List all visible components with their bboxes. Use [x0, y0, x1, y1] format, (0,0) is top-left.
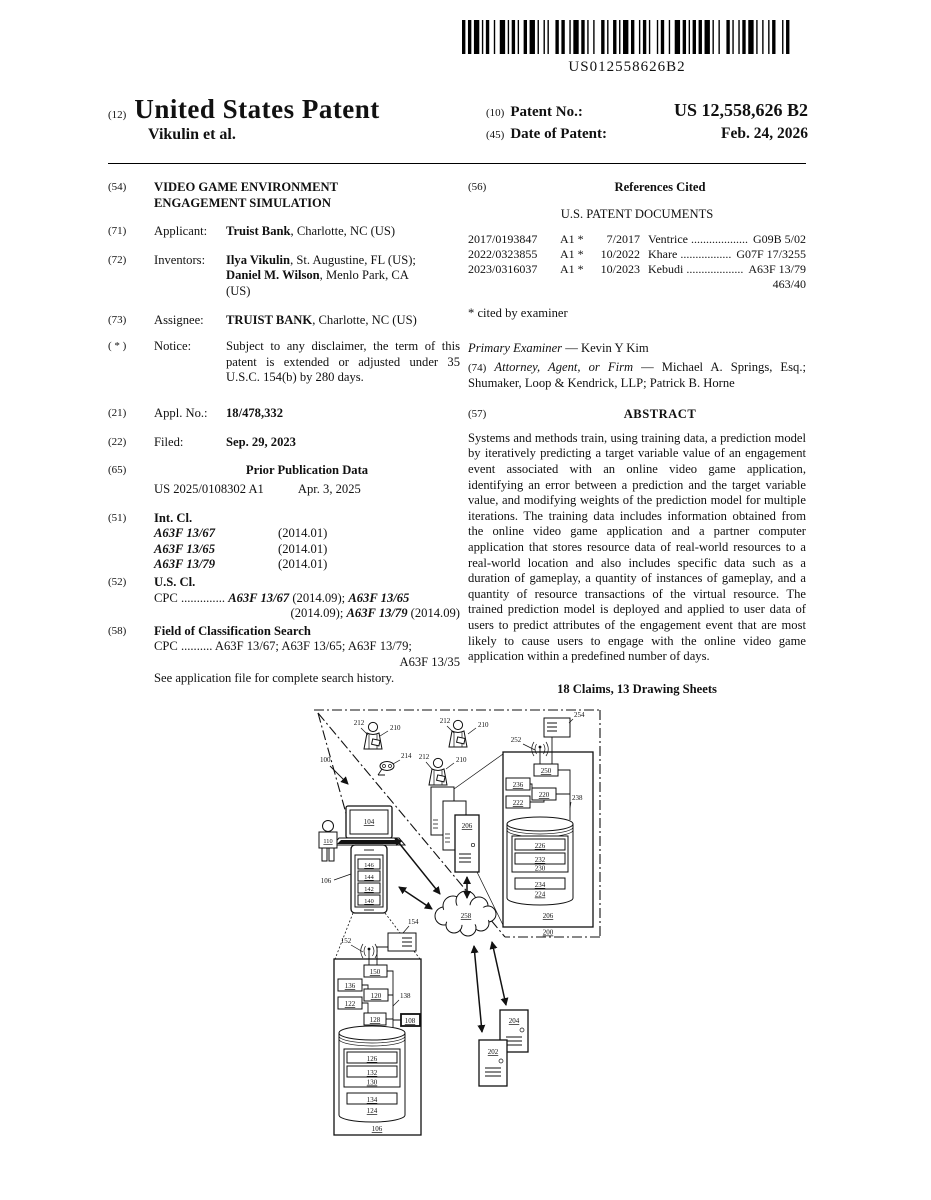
reference-row — [468, 232, 806, 247]
ref-label-200: 200 — [542, 928, 554, 937]
inventor-2-country: (US) — [226, 284, 251, 299]
ref-label-212: 212 — [439, 717, 451, 725]
ref-label-136: 136 — [344, 982, 356, 990]
ref-label-100: 100 — [320, 756, 331, 764]
applicant-label: Applicant: — [154, 224, 208, 239]
applicant-location: , Charlotte, NC (US) — [290, 224, 396, 239]
ref-number: 2023/0316037 — [468, 261, 538, 276]
ref-label-110: 110 — [323, 838, 333, 845]
ref-date: 10/2022 — [600, 247, 640, 262]
appl-no-value: 18/478,332 — [226, 406, 284, 421]
user-icon — [449, 720, 467, 747]
left-column — [108, 180, 460, 699]
filed-label: Filed: — [154, 434, 184, 449]
field-65-heading — [108, 463, 460, 479]
ref-label-230: 230 — [534, 864, 546, 873]
ref-date: 10/2023 — [600, 261, 640, 276]
field-code: ( * ) — [108, 340, 127, 353]
ref-label-104: 104 — [363, 818, 375, 826]
field-71-applicant — [108, 224, 460, 240]
ref-number: 2022/0323855 — [468, 247, 538, 262]
primary-examiner-label: Primary Examiner — [468, 341, 563, 356]
int-cl-version: (2014.01) — [278, 557, 328, 572]
user-icon — [364, 722, 382, 749]
ref-label-238: 238 — [572, 794, 583, 802]
ref-label-250: 250 — [540, 767, 552, 775]
abstract-heading: ABSTRACT — [623, 407, 697, 422]
field-search-line3: See application file for complete search history. — [154, 670, 395, 685]
invention-title-line2: ENGAGEMENT SIMULATION — [154, 195, 331, 210]
user-icons — [354, 717, 489, 785]
ref-label-204: 204 — [508, 1017, 520, 1025]
user-icon — [429, 758, 447, 785]
game-server-box — [334, 918, 421, 1135]
int-cl-class: A63F 13/79 — [154, 557, 216, 572]
ref-dots: ................... — [690, 232, 748, 247]
ref-label-152: 152 — [340, 937, 352, 945]
ref-label-214: 214 — [401, 752, 412, 760]
ref-label-206-server: 206 — [542, 912, 554, 920]
cpc-version-2: (2014.09); — [290, 606, 347, 621]
attorney-names: — Michael A. Springs, Esq.; Shumaker, Loop & Kendrick, LLP; Patrick B. Horne — [468, 359, 806, 390]
ref-label-212: 212 — [418, 753, 430, 761]
field-code-10: (10) — [486, 107, 505, 119]
field-code: (52) — [108, 575, 127, 588]
network-diagram — [298, 702, 618, 1142]
ref-kind: A1 * — [560, 247, 584, 262]
barcode-icon — [459, 20, 795, 54]
cpc-class-2: A63F 13/65 — [348, 590, 410, 605]
ref-label-206-tower: 206 — [461, 822, 473, 830]
int-cl-class: A63F 13/67 — [154, 526, 216, 541]
field-54-title — [108, 180, 460, 211]
field-code: (71) — [108, 225, 127, 238]
us-patent-documents-heading: U.S. PATENT DOCUMENTS — [560, 206, 714, 221]
int-cl-class: A63F 13/65 — [154, 541, 216, 556]
ref-label-138: 138 — [400, 992, 411, 1000]
header-divider — [108, 163, 806, 164]
ref-number: 2017/0193847 — [468, 232, 538, 247]
cpc-version-1: (2014.09); — [289, 590, 349, 605]
field-notice — [108, 339, 460, 386]
ref-class: G09B 5/02 — [752, 232, 806, 247]
field-code: (51) — [108, 511, 127, 524]
field-72-inventors — [108, 253, 460, 300]
ref-class: A63F 13/79 — [748, 261, 806, 276]
attorney-label: Attorney, Agent, or Firm — [494, 359, 634, 374]
ref-label-210: 210 — [456, 756, 467, 764]
field-21-appl-no — [108, 406, 460, 422]
filed-value: Sep. 29, 2023 — [226, 434, 296, 449]
field-code: (73) — [108, 313, 127, 326]
ref-label-210: 210 — [478, 721, 489, 729]
field-search-heading: Field of Classification Search — [154, 623, 311, 638]
ref-class: G07F 17/3255 — [736, 247, 806, 262]
ref-label-150: 150 — [369, 968, 381, 976]
field-code: (72) — [108, 253, 127, 266]
field-73-assignee — [108, 313, 460, 329]
field-58-search — [108, 624, 460, 686]
assignee-location: , Charlotte, NC (US) — [312, 312, 417, 327]
notice-text: Subject to any disclaimer, the term of this patent is extended or adjusted under 35 U.S.C. 154(b) by 280 days. — [226, 339, 460, 385]
inventor-short-line: Vikulin et al. — [148, 126, 236, 143]
prior-pub-date: Apr. 3, 2025 — [297, 481, 361, 496]
cpc-class-3: A63F 13/79 — [346, 606, 408, 621]
abstract-text: Systems and methods train, using training data, a prediction model by iteratively predicting a target variable value of an engagement event associated with an online video game application, identifying an error between a prediction and the target variable value, and modifying weights of the prediction model for multiple iterations. The training data includes information obtained from the online video game application and a partner computer application that stores resource data of real-world resources to a real-world location and also includes specific data such as a duration of gameplay, a quantity of instances of gameplay, and a quantity of resource transactions of the virtual resource. The trained prediction model is deployed and applied to user data of users to predict attributes of the engagement event that are most likely to cause users to engage with the online video game application within a predefined number of days. — [468, 430, 806, 664]
attorney-line — [468, 360, 806, 391]
field-code: (56) — [468, 181, 487, 193]
ref-class-continued: 463/40 — [772, 276, 806, 291]
field-code-12: (12) — [108, 109, 127, 121]
field-code-45: (45) — [486, 129, 505, 141]
field-22-filed — [108, 435, 460, 451]
right-column — [468, 180, 806, 698]
inventor-1-name: Ilya Vikulin — [226, 252, 291, 267]
ref-label-106-server: 106 — [371, 1125, 383, 1133]
ref-dots: ................. — [680, 247, 732, 262]
patent-no-label: Patent No.: — [510, 104, 583, 120]
header — [108, 94, 808, 144]
cpc-class-1: A63F 13/67 — [228, 590, 290, 605]
ref-label-202: 202 — [487, 1048, 499, 1056]
date-of-patent: Feb. 24, 2026 — [721, 125, 808, 142]
ref-name: Ventrice — [648, 232, 688, 247]
inventors-label: Inventors: — [154, 252, 206, 267]
figure-1-diagram — [298, 702, 618, 1147]
page-title: United States Patent — [134, 94, 380, 124]
ref-label-226: 226 — [534, 842, 546, 850]
int-cl-version: (2014.01) — [278, 541, 328, 556]
int-cl-version: (2014.01) — [278, 526, 328, 541]
ref-kind: A1 * — [560, 232, 584, 247]
inventor-2-location: , Menlo Park, CA — [319, 268, 409, 283]
partner-app-cards — [479, 1010, 528, 1086]
ref-label-224: 224 — [534, 890, 546, 899]
primary-examiner-line — [468, 341, 806, 357]
ref-label-134: 134 — [366, 1096, 378, 1104]
barcode-block — [452, 20, 802, 76]
field-code: (65) — [108, 464, 127, 477]
field-51-int-cl — [108, 511, 460, 573]
ref-label-212: 212 — [353, 719, 365, 727]
ref-label-222: 222 — [512, 799, 524, 807]
ref-label-108: 108 — [404, 1017, 416, 1025]
field-52-us-cl — [108, 575, 460, 622]
ref-label-210: 210 — [390, 724, 401, 732]
ref-label-142: 142 — [364, 886, 374, 893]
field-code-74: (74) — [468, 361, 487, 374]
prior-pub-number: US 2025/0108302 A1 — [154, 481, 264, 496]
ref-label-220: 220 — [538, 791, 550, 799]
barcode-number: US012558626B2 — [568, 59, 686, 75]
ref-label-140: 140 — [364, 898, 374, 905]
laptop-icon — [333, 806, 405, 845]
ref-label-252: 252 — [510, 736, 522, 744]
cpc-version-3: (2014.09) — [407, 606, 460, 621]
assignee-name: TRUIST BANK — [226, 312, 313, 327]
ref-label-232: 232 — [534, 856, 546, 864]
appl-no-label: Appl. No.: — [154, 406, 208, 421]
ref-label-130: 130 — [366, 1078, 378, 1087]
prior-pub-heading: Prior Publication Data — [245, 463, 369, 478]
assignee-label: Assignee: — [154, 312, 204, 327]
system-100-label — [320, 756, 348, 784]
field-code: (21) — [108, 407, 127, 420]
ref-label-146: 146 — [364, 862, 374, 869]
field-code: (22) — [108, 435, 127, 448]
ref-label-106-phone: 106 — [320, 877, 332, 885]
field-code: (58) — [108, 624, 127, 637]
int-cl-heading: Int. Cl. — [154, 510, 193, 525]
ref-name: Khare — [648, 247, 678, 262]
applicant-name: Truist Bank — [226, 224, 291, 239]
notice-label: Notice: — [154, 339, 192, 354]
primary-examiner-name: — Kevin Y Kim — [565, 341, 649, 356]
invention-title-line1: VIDEO GAME ENVIRONMENT — [154, 180, 339, 194]
ref-label-124: 124 — [366, 1107, 378, 1115]
ref-label-234: 234 — [534, 881, 546, 889]
ref-name: Kebudi — [648, 261, 684, 276]
ref-label-128: 128 — [369, 1016, 381, 1024]
references-heading: References Cited — [614, 180, 706, 194]
ref-label-254: 254 — [574, 711, 585, 719]
field-code: (54) — [108, 181, 127, 193]
ref-label-120: 120 — [370, 992, 382, 1000]
person-icon-110 — [319, 821, 337, 862]
ref-label-258: 258 — [460, 912, 472, 920]
prior-pub-line — [154, 482, 460, 498]
field-search-line2: A63F 13/35 — [399, 655, 460, 670]
ref-label-126: 126 — [366, 1055, 378, 1063]
ref-label-144: 144 — [364, 874, 374, 881]
token-icon — [378, 752, 412, 775]
field-search-line1: CPC .......... A63F 13/67; A63F 13/65; A63F 13/79; — [154, 639, 412, 654]
ref-dots: ................... — [686, 261, 744, 276]
ref-kind: A1 * — [560, 261, 584, 276]
ref-label-122: 122 — [344, 1000, 356, 1008]
reference-row — [468, 262, 806, 277]
ref-label-154: 154 — [408, 918, 419, 926]
partner-server-box — [503, 711, 593, 937]
header-right — [486, 100, 808, 147]
cloud-network-icon — [435, 891, 496, 936]
inventor-1-location: , St. Augustine, FL (US); — [290, 252, 416, 267]
ref-label-236: 236 — [512, 781, 524, 789]
cited-by-examiner-note: * cited by examiner — [468, 305, 568, 320]
cpc-prefix: CPC .............. — [154, 590, 226, 605]
date-of-patent-label: Date of Patent: — [510, 126, 607, 142]
ref-label-132: 132 — [366, 1069, 378, 1077]
patent-number: US 12,558,626 B2 — [673, 100, 808, 120]
reference-row — [468, 247, 806, 262]
ref-date: 7/2017 — [606, 232, 640, 247]
inventor-2-name: Daniel M. Wilson — [226, 268, 320, 283]
abstract-heading-row — [468, 407, 806, 423]
field-code-57: (57) — [468, 408, 487, 421]
us-cl-heading: U.S. Cl. — [154, 574, 196, 589]
claims-line: 18 Claims, 13 Drawing Sheets — [557, 681, 717, 696]
field-56-references — [468, 180, 806, 196]
